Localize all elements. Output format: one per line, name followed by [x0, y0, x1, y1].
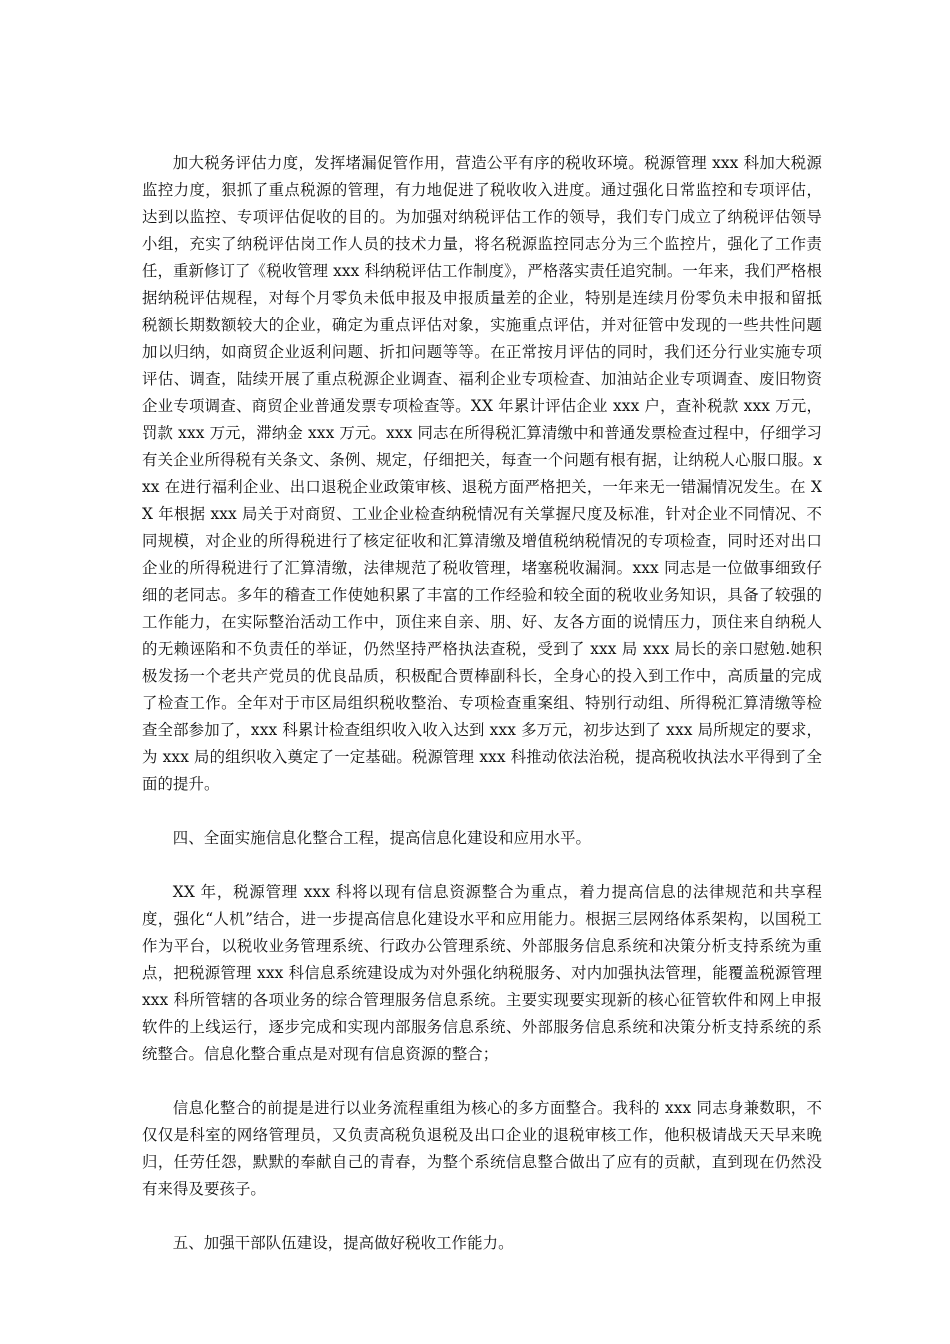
section-heading-informatization: 四、全面实施信息化整合工程，提高信息化建设和应用水平。 — [172, 829, 592, 847]
document-page — [142, 150, 822, 1257]
section-heading-staff-building: 五、加强干部队伍建设，提高做好税收工作能力。 — [172, 1234, 514, 1252]
body-paragraph-tax-assessment: 加大税务评估力度，发挥堵漏促管作用，营造公平有序的税收环境。税源管理 xxx 科加大税源监控力度，狠抓了重点税源的管理，有力地促进了税收收入进度。通过强化日常监控和专项评估，达到以监控、专项评估促收的目的。为加强对纳税评估工作的领导，我们专门成立了纳税评估领导小组，充实了纳税评估岗工作人员的技术力量，将名税源监控同志分为三个监控片，强化了工作责任，重新修订了《税收管理 xxx 科纳税评估工作制度》，严格落实责任追究制。一年来，我们严格根据纳税评估规程，对每个月零负未低申报及申报质量差的企业，特别是连续月份零负未申报和留抵税额长期数额较大的企业，确定为重点评估对象，实施重点评估，并对征管中发现的一些共性问题加以归纳，如商贸企业返利问题、折扣问题等等。在正常按月评估的同时，我们还分行业实施专项评估、调查，陆续开展了重点税源企业调查、福利企业专项检查、加油站企业专项调查、废旧物资企业专项调查、商贸企业普通发票专项检查等。XX 年累计评估企业 xxx 户，查补税款 xxx 万元，罚款 xxx 万元，滞纳金 xxx 万元。xxx 同志在所得税汇算清缴中和普通发票检查过程中，仔细学习有关企业所得税有关条文、条例、规定，仔细把关，每查一个问题有根有据，让纳税人心服口服。xxx 在进行福利企业、出口退税企业政策审核、退税方面严格把关，一年来无一错漏情况发生。在 XX 年根据 xxx 局关于对商贸、工业企业检查纳税情况有关掌握尺度及标准，针对企业不同情况、不同规模，对企业的所得税进行了核定征收和汇算清缴及增值税纳税情况的专项检查，同时还对出口企业的所得税进行了汇算清缴，法律规范了税收管理，堵塞税收漏洞。xxx 同志是一位做事细致仔细的老同志。多年的稽查工作使她积累了丰富的工作经验和较全面的税收业务知识，具备了较强的工作能力，在实际整治活动工作中，顶住来自亲、朋、好、友各方面的说情压力，顶住来自纳税人的无赖诬陷和不负责任的举证，仍然坚持严格执法查税，受到了 xxx 局 xxx 局长的亲口慰勉.她积极发扬一个老共产党员的优良品质，积极配合贾棒副科长，全身心的投入到工作中，高质量的完成了检查工作。全年对于市区局组织税收整治、专项检查重案组、特别行动组、所得税汇算清缴等检查全部参加了，xxx 科累计检查组织收入收入达到 xxx 多万元，初步达到了 xxx 局所规定的要求，为 xxx 局的组织收入奠定了一定基础。税源管理 xxx 科推动依法治税，提高税收执法水平得到了全面的提升。 — [142, 154, 822, 793]
body-paragraph-information-integration: XX 年，税源管理 xxx 科将以现有信息资源整合为重点，着力提高信息的法律规范和共享程度，强化“人机”结合，进一步提高信息化建设水平和应用能力。根据三层网络体系架构，以国税工作为平台，以税收业务管理系统、行政办公管理系统、外部服务信息系统和决策分析支持系统为重点，把税源管理 xxx 科信息系统建设成为对外强化纳税服务、对内加强执法管理，能覆盖税源管理 xxx 科所管辖的各项业务的综合管理服务信息系统。主要实现要实现新的核心征管软件和网上申报软件的上线运行，逐步完成和实现内部服务信息系统、外部服务信息系统和决策分析支持系统的系统整合。信息化整合重点是对现有信息资源的整合； — [142, 883, 822, 1063]
body-paragraph-integration-premise: 信息化整合的前提是进行以业务流程重组为核心的多方面整合。我科的 xxx 同志身兼数职，不仅仅是科室的网络管理员，又负责高税负退税及出口企业的退税审核工作，他积极请战天天早来晚归，任劳任怨，默默的奉献自己的青春，为整个系统信息整合做出了应有的贡献，直到现在仍然没有来得及要孩子。 — [142, 1099, 822, 1198]
